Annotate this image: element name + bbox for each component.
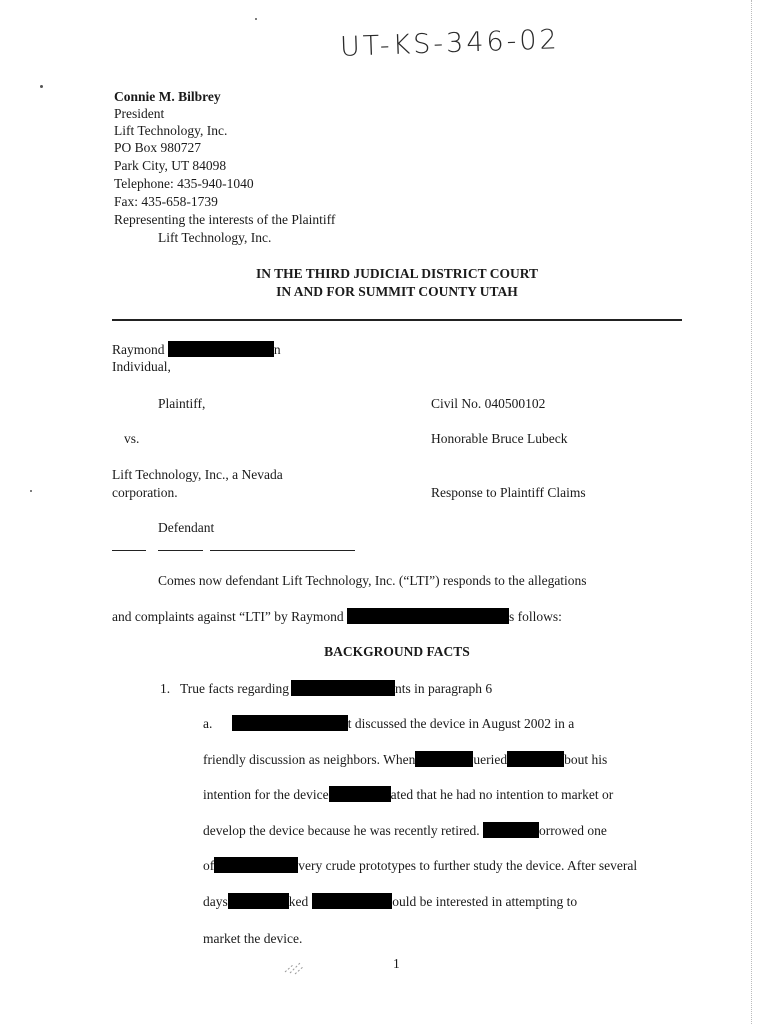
redaction-bar xyxy=(347,608,509,624)
represented-party: Lift Technology, Inc. xyxy=(158,230,272,245)
para-text: develop the device because he was recently retired. xyxy=(203,823,480,838)
para-a-line7: market the device. xyxy=(203,931,303,946)
caption-rule xyxy=(158,550,203,551)
author-fax: Fax: 435-658-1739 xyxy=(114,194,218,209)
para-text: bout his xyxy=(564,752,608,767)
author-company: Lift Technology, Inc. xyxy=(114,123,228,138)
para-text: t discussed the device in August 2002 in a xyxy=(347,716,575,731)
court-heading-line2: IN AND FOR SUMMIT COUNTY UTAH xyxy=(276,284,518,299)
redaction-bar xyxy=(232,715,348,731)
plaintiff-type: Individual, xyxy=(112,359,171,374)
plaintiff-first-name: Raymond xyxy=(112,342,165,357)
caption-rule xyxy=(112,550,146,551)
para-a-line1 xyxy=(203,715,574,733)
redaction-bar xyxy=(228,893,289,909)
para-a-line2 xyxy=(203,751,607,769)
defendant-role: Defendant xyxy=(158,520,215,535)
para-a-line6 xyxy=(203,893,577,911)
page-number: 1 xyxy=(393,956,400,971)
intro-line2 xyxy=(112,608,562,626)
intro-line1: Comes now defendant Lift Technology, Inc. (“LTI”) responds to the allegations xyxy=(158,573,587,588)
para-a-line3 xyxy=(203,786,613,804)
representation-line: Representing the interests of the Plaintiff xyxy=(114,212,336,227)
plaintiff-name-fragment: n xyxy=(273,342,281,357)
defendant-name: Lift Technology, Inc., a Nevada xyxy=(112,467,283,482)
scan-edge-artifact xyxy=(751,0,762,1024)
scan-speck xyxy=(40,85,43,88)
intro-text: and complaints against “LTI” by Raymond xyxy=(112,609,344,624)
author-telephone: Telephone: 435-940-1040 xyxy=(114,176,254,191)
court-heading-line1: IN THE THIRD JUDICIAL DISTRICT COURT xyxy=(256,266,538,281)
para-text: friendly discussion as neighbors. When xyxy=(203,752,416,767)
redaction-bar xyxy=(507,751,564,767)
para-a-line4 xyxy=(203,822,607,840)
author-title: President xyxy=(114,106,165,121)
defendant-type: corporation. xyxy=(112,485,178,500)
author-city: Park City, UT 84098 xyxy=(114,158,227,173)
para-text: intention for the device xyxy=(203,787,329,802)
scan-speck xyxy=(30,490,32,492)
para-text: ated that he had no intention to market or xyxy=(390,787,614,802)
judge-name: Honorable Bruce Lubeck xyxy=(431,431,568,446)
caption-rule xyxy=(210,550,355,551)
author-name: Connie M. Bilbrey xyxy=(114,89,221,104)
document-title: Response to Plaintiff Claims xyxy=(431,485,586,500)
item-1-line xyxy=(160,680,492,698)
heading-divider xyxy=(112,319,682,321)
redaction-bar xyxy=(168,341,274,357)
intro-text: s follows: xyxy=(508,609,562,624)
para-text: orrowed one xyxy=(539,823,607,838)
para-label: a. xyxy=(203,716,213,731)
author-po-box: PO Box 980727 xyxy=(114,140,202,155)
plaintiff-role: Plaintiff, xyxy=(158,396,206,411)
para-text: ked xyxy=(288,894,309,909)
redaction-bar xyxy=(415,751,473,767)
handwritten-case-id: UT-KS-346-02 xyxy=(339,24,561,63)
redaction-bar xyxy=(291,680,395,696)
para-text: ould be interested in attempting to xyxy=(392,894,578,909)
para-text: days xyxy=(203,894,228,909)
versus-label: vs. xyxy=(124,431,140,446)
para-a-line5 xyxy=(203,857,637,875)
plaintiff-name-line xyxy=(112,341,281,359)
para-text: very crude prototypes to further study the device. After several xyxy=(298,858,638,873)
section-heading: BACKGROUND FACTS xyxy=(324,644,470,659)
redaction-bar xyxy=(214,857,298,873)
redaction-bar xyxy=(329,786,391,802)
para-text: of xyxy=(203,858,215,873)
redaction-bar xyxy=(483,822,539,838)
civil-number: Civil No. 040500102 xyxy=(431,396,546,411)
item-text: 1. True facts regarding xyxy=(160,681,289,696)
redaction-bar xyxy=(312,893,392,909)
scan-speck xyxy=(255,18,257,20)
para-text: ueried xyxy=(473,752,508,767)
item-text: nts in paragraph 6 xyxy=(394,681,493,696)
scan-smudge xyxy=(282,954,308,976)
